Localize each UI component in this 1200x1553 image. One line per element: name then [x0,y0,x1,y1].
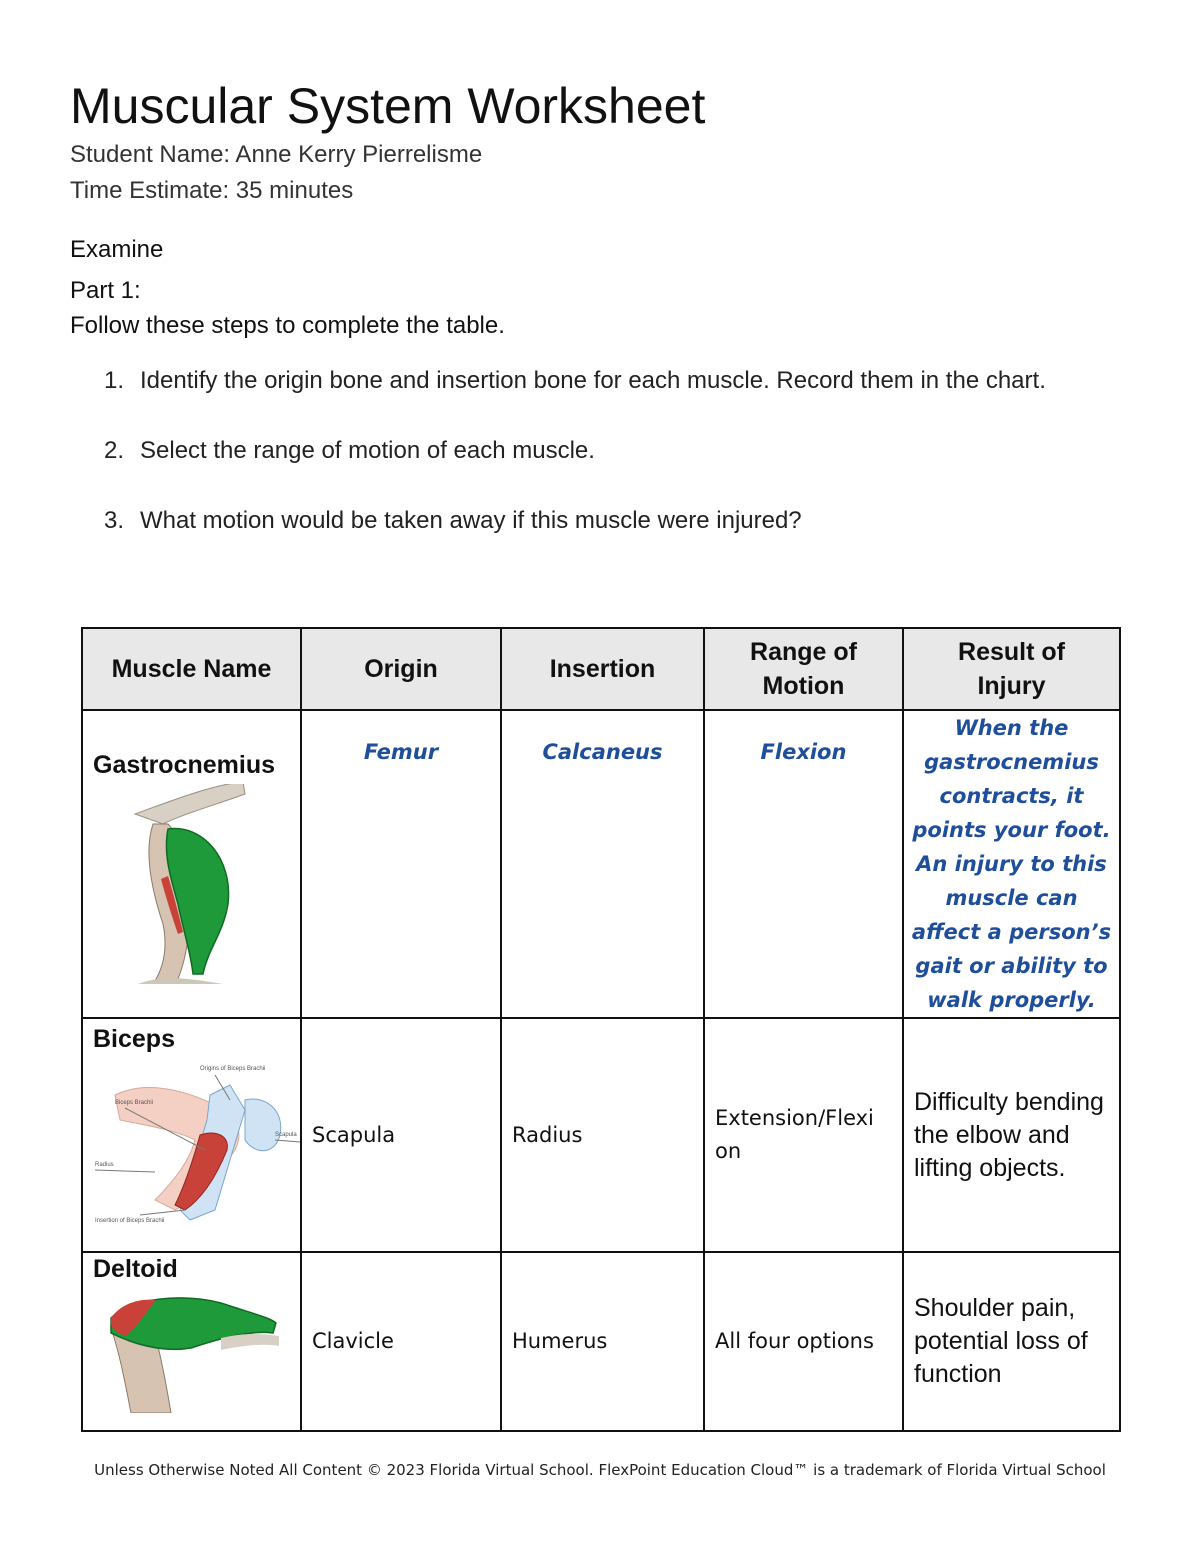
table-row [82,710,1120,1018]
insertion-answer: Calcaneus [542,740,663,764]
header-insertion: Insertion [501,628,704,710]
muscle-name: Deltoid [93,1255,178,1283]
range-cell [704,710,903,1018]
header-result-of-injury-label: Result of Injury [958,638,1065,700]
steps-list [104,364,1104,574]
step-text: What motion would be taken away if this muscle were injured? [140,507,802,534]
label-radius: Radius [95,1162,114,1168]
muscle-name: Biceps [93,1025,175,1053]
label-insertion: Insertion of Biceps Brachii [95,1218,165,1224]
muscle-cell [82,1018,301,1252]
insertion-answer: Humerus [512,1329,608,1353]
step-item [104,504,1104,538]
step-text: Select the range of motion of each muscle. [140,437,595,464]
student-name: Student Name: Anne Kerry Pierrelisme [70,141,483,168]
insertion-answer: Radius [512,1122,583,1147]
range-answer: Extension/Flexi on [715,1106,874,1163]
range-cell [704,1018,903,1252]
header-origin: Origin [301,628,501,710]
origin-answer: Clavicle [312,1329,394,1353]
table-row [82,1018,1120,1252]
origin-cell [301,1018,501,1252]
origin-answer: Scapula [312,1122,396,1147]
result-cell [903,1252,1120,1431]
header-range-of-motion-label: Range of Motion [750,638,857,700]
copyright-footer: Unless Otherwise Noted All Content © 2023 Florida Virtual School. FlexPoint Education Cloud™ is a trademark of Florida Virtual School [94,1461,1106,1479]
section-heading: Examine [70,236,164,263]
origin-cell [301,1252,501,1431]
insertion-cell [501,710,704,1018]
table-header-row [82,628,1120,710]
gastrocnemius-illustration [123,784,283,984]
time-estimate: Time Estimate: 35 minutes [70,177,354,204]
step-text: Identify the origin bone and insertion bone for each muscle. Record them in the chart. [140,367,1046,394]
origin-cell [301,710,501,1018]
range-answer: Flexion [760,740,847,764]
muscle-name: Gastrocnemius [93,751,276,779]
label-origins: Origins of Biceps Brachii [200,1066,266,1072]
page-title: Muscular System Worksheet [70,78,706,134]
result-cell [903,710,1120,1018]
header-range-of-motion [704,628,903,710]
step-number: 1. [104,367,125,394]
part-label: Part 1: [70,277,141,304]
step-number: 3. [104,507,125,534]
insertion-cell [501,1252,704,1431]
result-answer: When the gastrocnemius contracts, it points your foot. An injury to this muscle can affect a person’s gait or ability to walk properly. [911,716,1112,1012]
origin-answer: Femur [363,740,439,764]
step-item [104,434,1104,468]
insertion-cell [501,1018,704,1252]
range-cell [704,1252,903,1431]
header-muscle-name: Muscle Name [82,628,301,710]
deltoid-illustration [101,1288,281,1413]
step-item [104,364,1104,398]
result-cell [903,1018,1120,1252]
range-answer: All four options [715,1329,874,1353]
step-number: 2. [104,437,125,464]
biceps-illustration [95,1060,300,1230]
label-biceps-brachii: Biceps Brachii [115,1100,154,1106]
muscle-cell [82,710,301,1018]
label-scapula: Scapula [275,1132,297,1138]
table-row [82,1252,1120,1431]
muscle-cell [82,1252,301,1431]
result-answer: Difficulty bending the elbow and lifting objects. [914,1087,1104,1182]
result-answer: Shoulder pain, potential loss of function [914,1294,1088,1388]
header-result-of-injury [903,628,1120,710]
muscle-table [81,627,1121,1432]
instruction-text: Follow these steps to complete the table. [70,312,505,339]
